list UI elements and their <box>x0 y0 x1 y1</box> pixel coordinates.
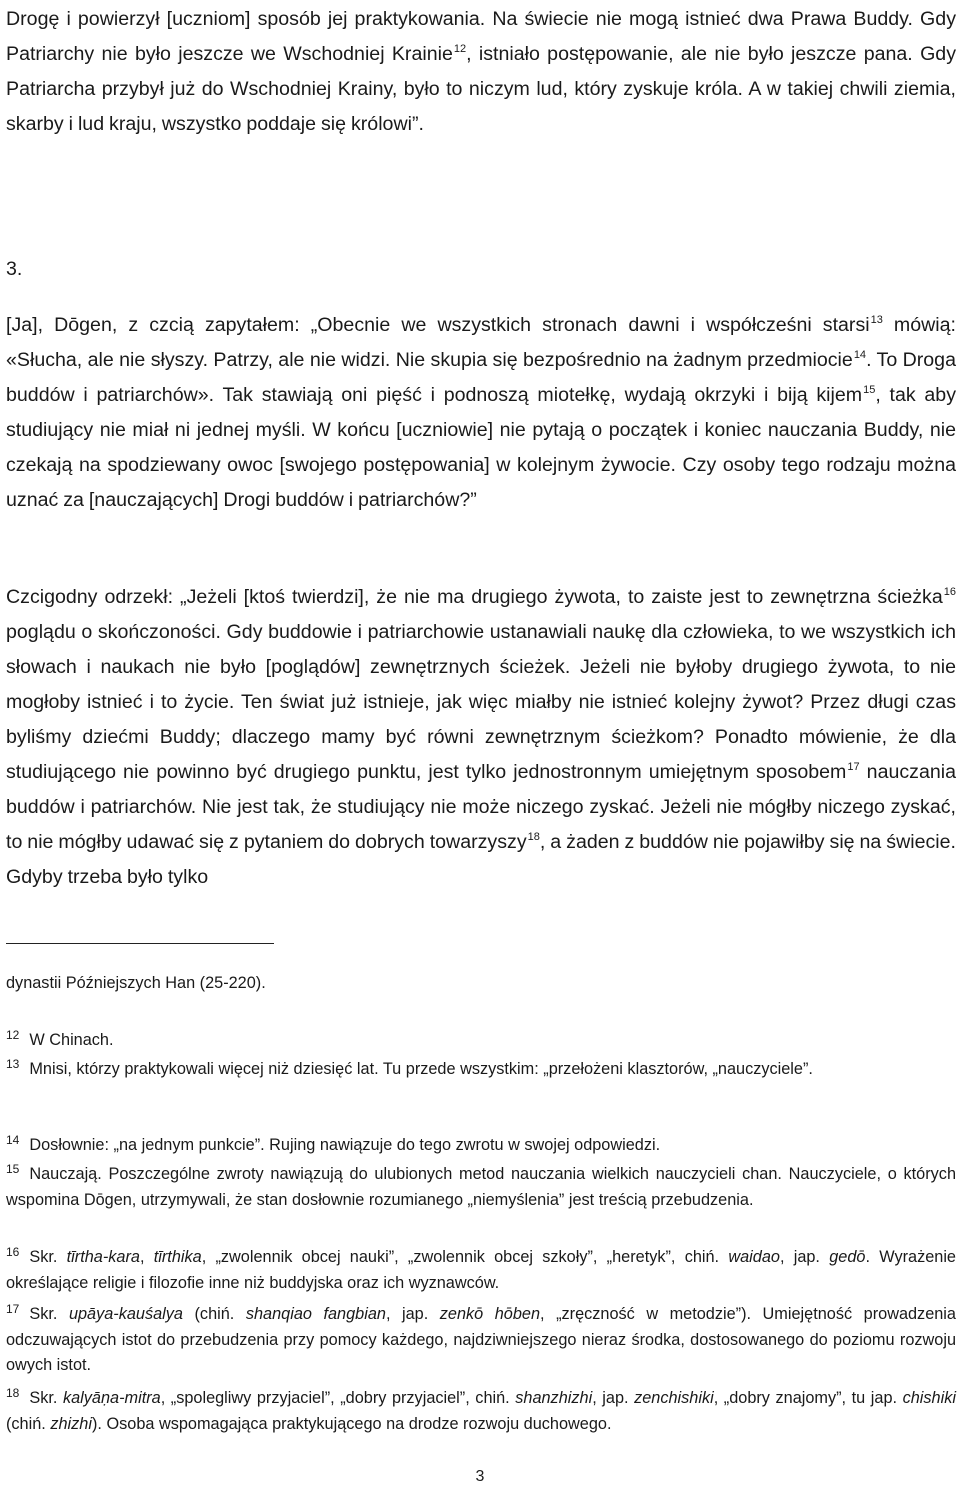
footnote-ref-18[interactable]: 18 <box>527 831 540 843</box>
footnote-term: kalyāṇa-mitra <box>62 1389 161 1407</box>
footnote-number: 12 <box>6 1028 20 1042</box>
footnote-divider <box>6 943 274 944</box>
paragraph-text: [Ja], Dōgen, z czcią zapytałem: „Obecnie we wszystkich stronach dawni i współcześni starsi <box>6 314 870 336</box>
paragraph-text: , tak aby studiujący nie miał ni jednej myśli. W końcu [uczniowie] nie pytają o początek i koniec nauczania Buddy, nie czekają na spodziewany owoc [swojego postępowania] w kolejnym żywocie. Czy osoby tego rodzaju można uznać za [nauczających] Drogi buddów i patriarchów?” <box>6 384 957 511</box>
footnote-text: , <box>139 1248 154 1266</box>
footnote-text: Mnisi, którzy praktykowali więcej niż dziesięć lat. Tu przede wszystkim: „przełożeni klasztorów, „nauczyciele”. <box>29 1060 813 1078</box>
footnote-term: waidao <box>728 1248 780 1266</box>
footnote-text: Nauczają. Poszczególne zwroty nawiązują do ulubionych metod nauczania wielkich nauczycieli chan. Nauczyciele, o których wspomina Dōgen, utrzymywali, że stan dosłownie rozumianego „niemyślenia” jest treścią przebudzenia. <box>6 1165 956 1209</box>
footnote-text: , jap. <box>385 1305 440 1323</box>
footnote-ref-17[interactable]: 17 <box>847 761 860 773</box>
paragraph-text: . To Droga buddów i patriarchów». Tak stawiają oni pięść i podnoszą miotełkę, wydają okrzyki i biją kijem <box>6 349 956 406</box>
footnote-number: 17 <box>6 1302 20 1316</box>
footnote-13 <box>6 1052 956 1083</box>
paragraph-text: Czcigodny odrzekł: „Jeżeli [ktoś twierdzi], że nie ma drugiego żywota, to zaiste jest to zewnętrzna ścieżka <box>6 586 943 608</box>
footnote-term: tīrtha-kara <box>66 1248 140 1266</box>
footnote-number: 16 <box>6 1245 20 1259</box>
footnote-text: (chiń. <box>6 1414 51 1433</box>
footnote-term: zhizhi <box>50 1414 92 1433</box>
footnote-term: shanzhizhi <box>515 1389 593 1407</box>
paragraph-text: nauczania buddów i patriarchów. Nie jest tak, że studiujący nie może niczego zyskać. Jeżeli nie mógłby niczego zyskać, to nie mógłby udawać się z pytaniem do dobrych towarzyszy <box>6 761 957 853</box>
footnote-ref-16[interactable]: 16 <box>943 586 956 598</box>
footnote-term: shanqiao fangbian <box>245 1305 386 1323</box>
paragraph-text: , a żaden z buddów nie pojawiłby się na świecie. Gdyby trzeba było tylko <box>6 831 956 888</box>
paragraph-text: poglądu o skończoności. Gdy buddowie i patriarchowie ustanawiali naukę dla człowieka, to we wszystkich ich słowach i naukach nie było [poglądów] zewnętrznych ścieżek. Jeżeli nie byłoby drugiego żywota, to nie mogłoby istnieć i to życie. Ten świat już istnieje, jak więc miałby nie istnieć kolejny żywot? Przez długi czas byliśmy dziećmi Buddy; dlaczego mamy być równi zewnętrznym ścieżkom? Ponadto mówienie, że dla studiującego nie powinno być drugiego punktu, jest tylko jednostronnym umiejętnym sposobem <box>6 621 956 783</box>
footnote-ref-12[interactable]: 12 <box>453 43 467 55</box>
body-paragraph-3 <box>6 580 956 895</box>
paragraph-text: , istniało postępowanie, ale nie było jeszcze pana. Gdy Patriarcha przybył już do Wschodniej Krainy, było to niczym lud, który zyskuje króla. A w takiej chwili ziemia, skarby i lud kraju, wszystko poddaje się królowi”. <box>6 43 956 135</box>
footnote-term: zenkō hōben <box>439 1305 541 1323</box>
footnote-text: , „zręczność w metodzie”). Umiejętność prowadzenia odczuwających istot do przebudzenia przy pomocy każdego, najdziwniejszego nieraz środka, dostosowanego do poziomu rozwoju owych istot. <box>6 1305 956 1375</box>
footnote-term: tīrthika <box>153 1248 202 1266</box>
footnote-14 <box>6 1128 956 1159</box>
footnote-term: upāya-kauśalya <box>68 1305 183 1323</box>
footnote-text: W Chinach. <box>29 1031 114 1049</box>
footnote-16 <box>6 1240 956 1296</box>
page-number: 3 <box>475 1468 485 1485</box>
footnote-15 <box>6 1157 956 1213</box>
footnote-text: , jap. <box>592 1389 635 1407</box>
footnote-text: ). Osoba wspomagająca praktykującego na drodze rozwoju duchowego. <box>91 1414 612 1433</box>
footnote-text: , „spolegliwy przyjaciel”, „dobry przyjaciel”, chiń. <box>160 1389 516 1407</box>
footnote-term: gedō <box>829 1248 866 1266</box>
footnote-ref-13[interactable]: 13 <box>870 314 883 326</box>
footnote-text: Skr. <box>29 1248 67 1266</box>
footnote-12 <box>6 1023 956 1054</box>
footnote-text: (chiń. <box>182 1305 246 1323</box>
footnote-number: 18 <box>6 1386 20 1400</box>
footnote-ref-15[interactable]: 15 <box>863 384 876 396</box>
footnote-text: , „dobry znajomy”, tu jap. <box>713 1389 903 1407</box>
paragraph-text: mówią: «Słucha, ale nie słyszy. Patrzy, ale nie widzi. Nie skupia się bezpośrednio na żadnym przedmiocie <box>6 314 956 371</box>
footnote-number: 13 <box>6 1057 20 1071</box>
footnote-text: Skr. <box>29 1389 63 1407</box>
footnote-number: 15 <box>6 1162 20 1176</box>
footnote-text: , jap. <box>779 1248 830 1266</box>
footnote-term: zenchishiki <box>634 1389 714 1407</box>
body-paragraph-1 <box>6 2 956 142</box>
footnote-text: Skr. <box>29 1305 69 1323</box>
section-heading: 3. <box>6 258 23 280</box>
footnote-number: 14 <box>6 1133 20 1147</box>
footnote-18 <box>6 1381 956 1437</box>
footnote-ref-14[interactable]: 14 <box>853 349 867 361</box>
body-paragraph-2 <box>6 308 956 518</box>
footnote-carryover: dynastii Późniejszych Han (25-220). <box>6 974 266 992</box>
footnote-term: chishiki <box>902 1389 956 1407</box>
footnote-text: , „zwolennik obcej nauki”, „zwolennik obcej szkoły”, „heretyk”, chiń. <box>201 1248 729 1266</box>
footnote-17 <box>6 1297 956 1379</box>
paragraph-text: Drogę i powierzył [uczniom] sposób jej praktykowania. Na świecie nie mogą istnieć dwa Prawa Buddy. Gdy Patriarchy nie było jeszcze we Wschodniej Krainie <box>6 8 956 65</box>
footnote-text: Dosłownie: „na jednym punkcie”. Rujing nawiązuje do tego zwrotu w swojej odpowiedzi. <box>29 1136 661 1154</box>
footnote-text: . Wyrażenie określające religie i filozofie inne niż buddyjska oraz ich wyznawców. <box>6 1248 956 1292</box>
